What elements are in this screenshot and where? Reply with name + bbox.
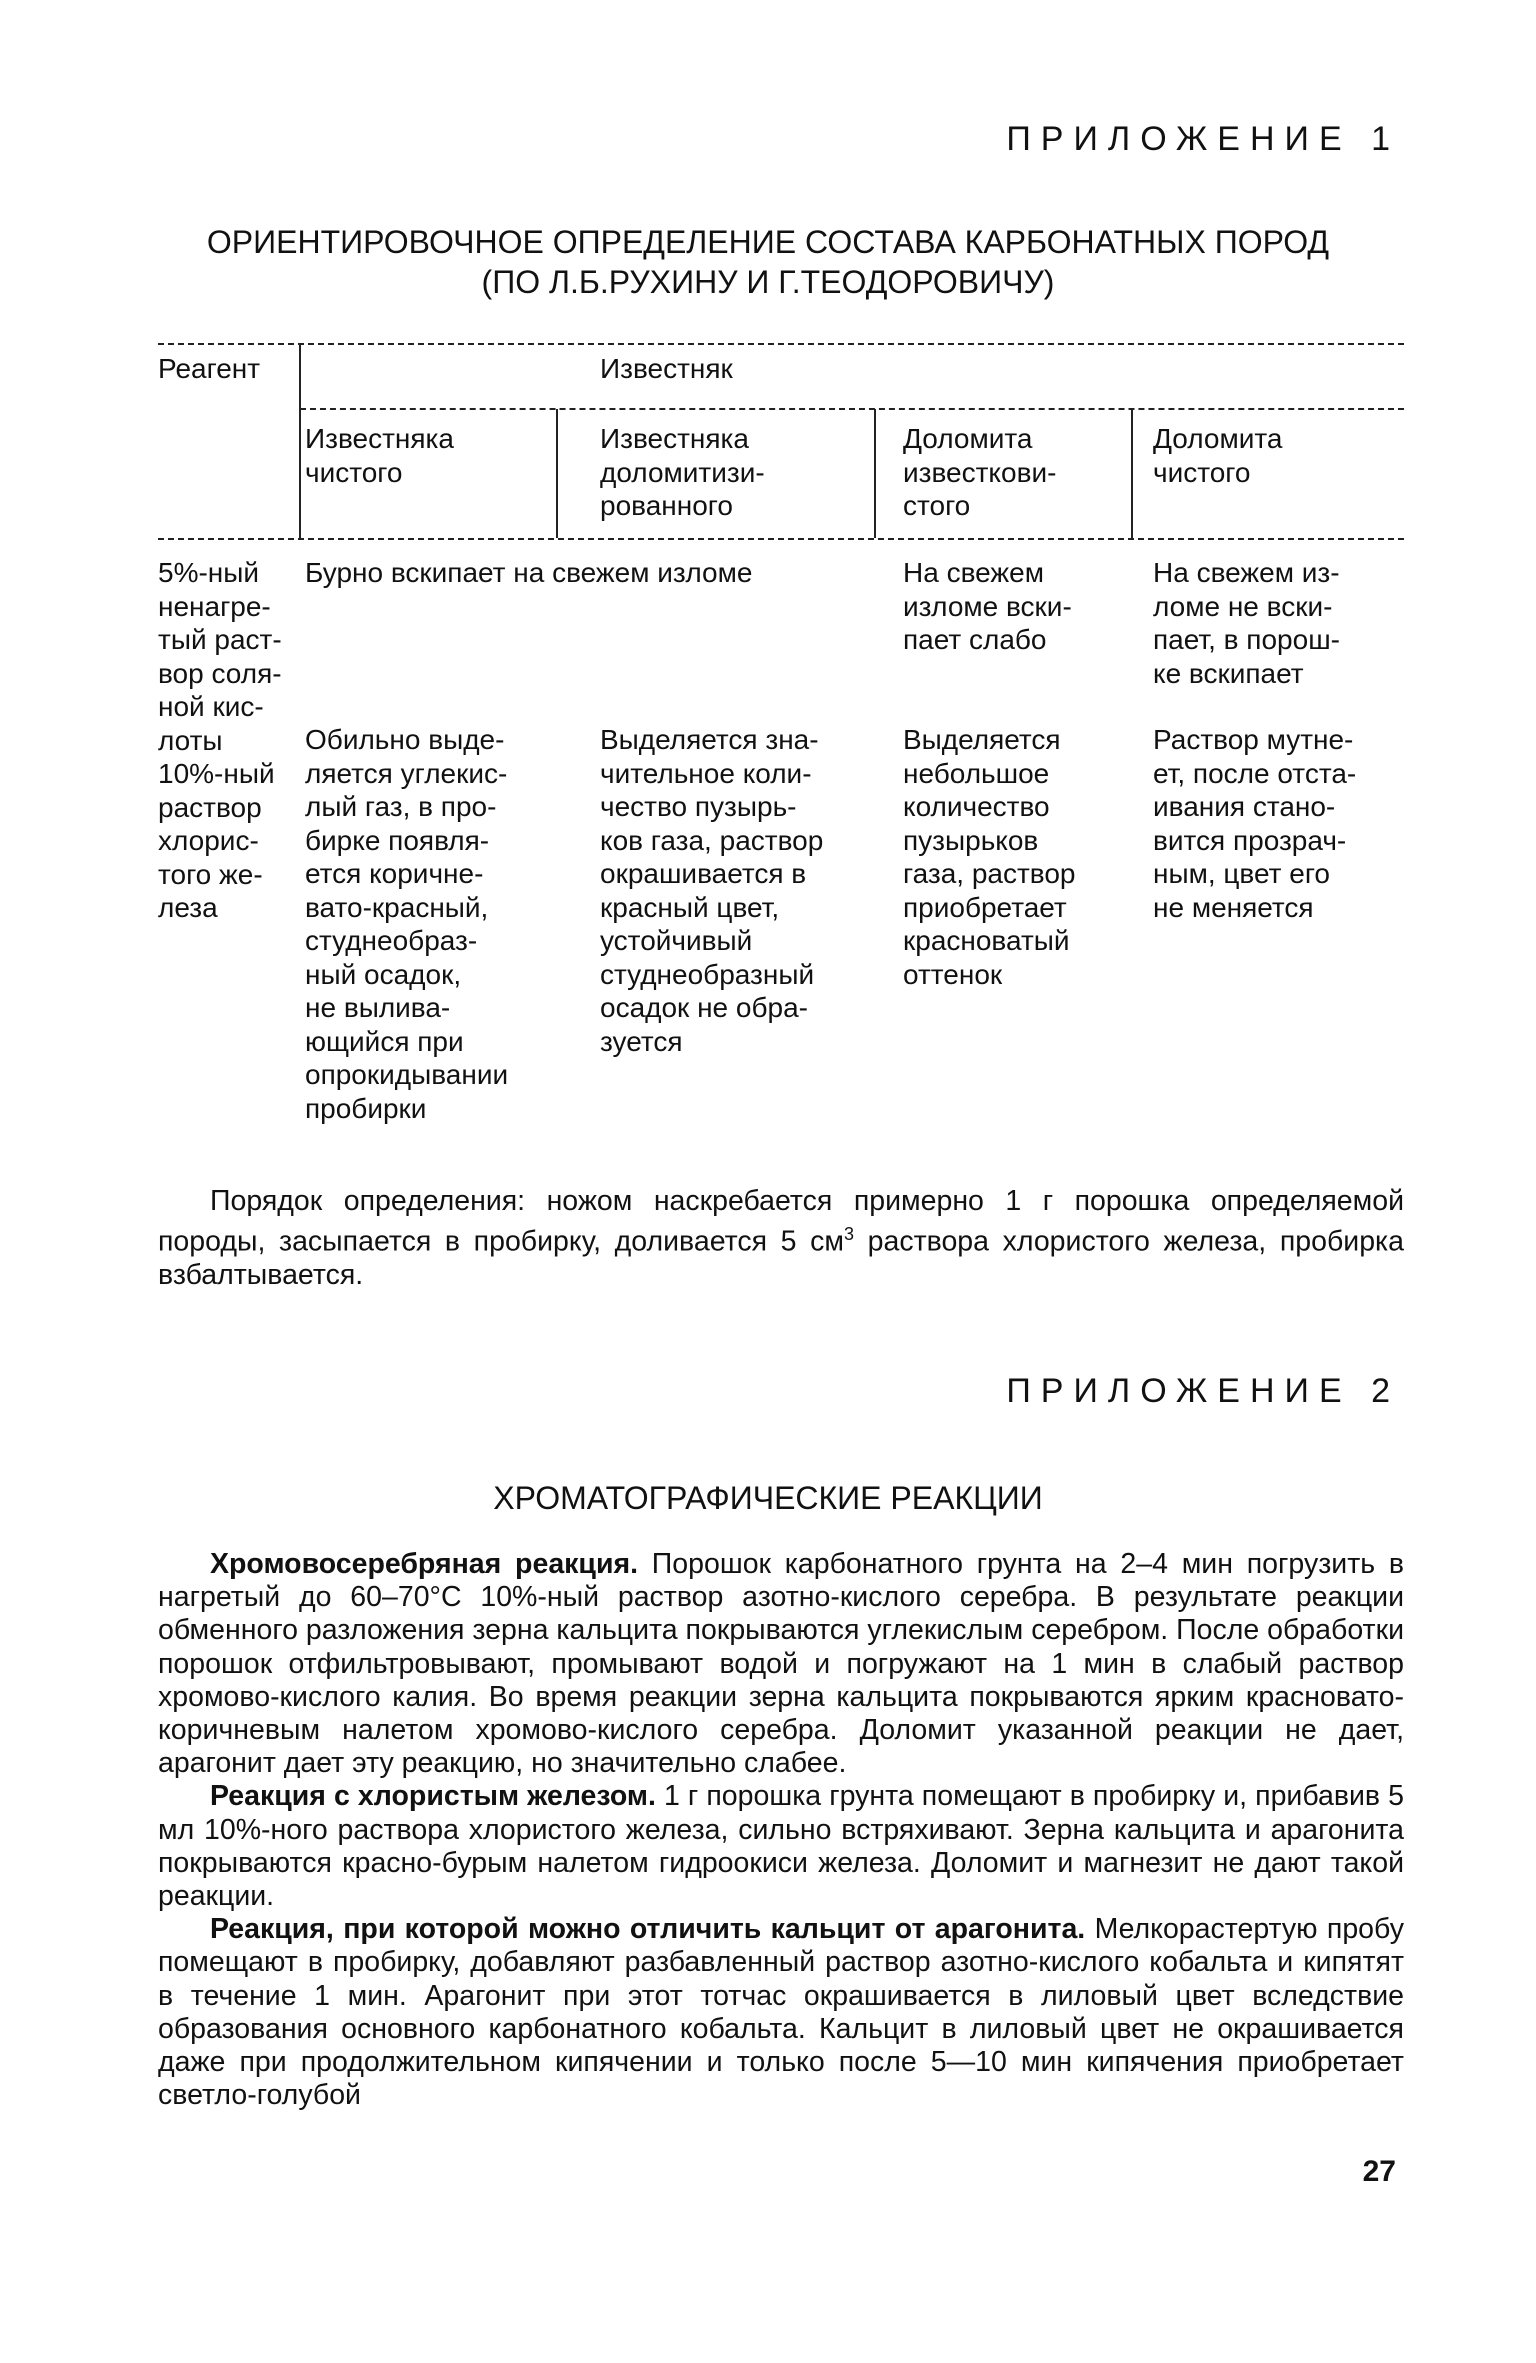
- row2-col3: Выделяется небольшое количество пузырьков газа, раствор приобретает красноватый оттенок: [903, 724, 1076, 990]
- table-vrule-4: [1131, 409, 1133, 538]
- appendix-2-heading: ПРИЛОЖЕНИЕ 2: [1006, 1372, 1400, 1410]
- header-col2: Известняка доломитизи- рованного: [600, 423, 765, 521]
- table-vrule-3: [874, 409, 876, 538]
- appendix-1-title: [0, 222, 1536, 302]
- header-limestone-group: Известняк: [600, 353, 733, 384]
- appendix-1-title-line1: ОРИЕНТИРОВОЧНОЕ ОПРЕДЕЛЕНИЕ СОСТАВА КАРБОНАТНЫХ ПОРОД: [206, 224, 1330, 260]
- table-top-rule: [158, 343, 1404, 345]
- paragraph-calcite-aragonite-heading: Реакция, при которой можно отличить кальцит от арагонита.: [210, 1913, 1086, 1946]
- paragraph-chrome-silver-heading: Хромовосеребряная реакция.: [210, 1548, 639, 1580]
- row1-merged-cell: Бурно вскипает на свежем изломе: [305, 557, 753, 588]
- row1-col4: На свежем из- ломе не вски- пает, в порош- ке вскипает: [1153, 557, 1340, 689]
- page-number: 27: [1362, 2155, 1396, 2188]
- table-header-rule: [158, 538, 1404, 540]
- row2-col4: Раствор мутне- ет, после отста- ивания стано- вится прозрач- ным, цвет его не меняется: [1153, 724, 1357, 923]
- appendix-1-title-line2: (ПО Л.Б.РУХИНУ И Г.ТЕОДОРОВИЧУ): [481, 264, 1055, 300]
- appendix-2-body: [158, 1548, 1404, 2112]
- row1-col3: На свежем изломе вски- пает слабо: [903, 557, 1072, 655]
- header-col4: Доломита чистого: [1153, 423, 1283, 488]
- paragraph-chrome-silver: Хромовосеребряная реакция. Порошок карбонатного грунта на 2–4 мин погрузить в нагретый до 60–70°С 10%-ный раствор азотно-кислого серебра. В результате реакции обменного разложения зерна кальцита покрываются углекислым серебром. После обработки порошок отфильтровывают, промывают водой и погружают на 1 мин в слабый раствор хромово-кислого калия. Во время реакции зерна кальцита покрываются ярким красновато-коричневым налетом хромово-кислого серебра. Доломит указанной реакции не дает, арагонит дает эту реакцию, но значительно слабее.: [158, 1548, 1405, 1780]
- table-vrule-1: [299, 344, 301, 538]
- header-reagent: Реагент: [158, 353, 261, 384]
- header-col1: Известняка чистого: [305, 423, 454, 488]
- table-group-rule: [300, 408, 1404, 410]
- paragraph-calcite-aragonite: Реакция, при которой можно отличить кальцит от арагонита. Мелкорастертую пробу помещают в пробирку, добавляют разбавленный раствор азотно-кислого кобальта и кипятят в течение 1 мин. Арагонит при этот тотчас окрашивается в лиловый цвет вследствие образования основного карбонатного кобальта. Кальцит в лиловый цвет не окрашивается даже при продолжительном кипячении и только после 5—10 мин кипячения приобретает светло-голубой: [158, 1913, 1404, 2112]
- header-col3: Доломита известкови- стого: [903, 423, 1057, 521]
- procedure-paragraph: Порядок определения: ножом наскребается примерно 1 г порошка определяемой породы, засыпается в пробирку, доливается 5 $см^3$ раствора хлористого железа, пробирка взбалтывается.: [158, 1185, 1404, 1291]
- paragraph-ferric-chloride: Реакция с хлористым железом. 1 г порошка грунта помещают в пробирку и, прибавив 5 мл 10%-ного раствора хлористого железа, сильно встряхивают. Зерна кальцита и арагонита покрываются красно-бурым налетом гидроокиси железа. Доломит и магнезит не дают такой реакции.: [158, 1780, 1404, 1913]
- cubic-superscript: 3: [843, 1224, 854, 1245]
- appendix-1-heading: ПРИЛОЖЕНИЕ 1: [1006, 120, 1400, 158]
- appendix-2-title: ХРОМАТОГРАФИЧЕСКИЕ РЕАКЦИИ: [493, 1480, 1043, 1516]
- paragraph-ferric-chloride-heading: Реакция с хлористым железом.: [210, 1780, 656, 1813]
- row2-col2: Выделяется зна- чительное коли- чество пузырь- ков газа, раствор окрашивается в красный цвет, устойчивый студнеобразный осадок не обра- зуется: [600, 724, 824, 1057]
- row2-col1: Обильно выде- ляется углекис- лый газ, в про- бирке появля- ется коричне- вато-красный, студнеобраз- ный осадок, не вылива- ющийся при опрокидывании пробирки: [305, 724, 509, 1124]
- table-vrule-2: [556, 409, 558, 538]
- reagent-column: 5%-ный ненагре- тый раст- вор соля- ной кис- лоты 10%-ный раствор хлорис- того же- леза: [158, 557, 282, 923]
